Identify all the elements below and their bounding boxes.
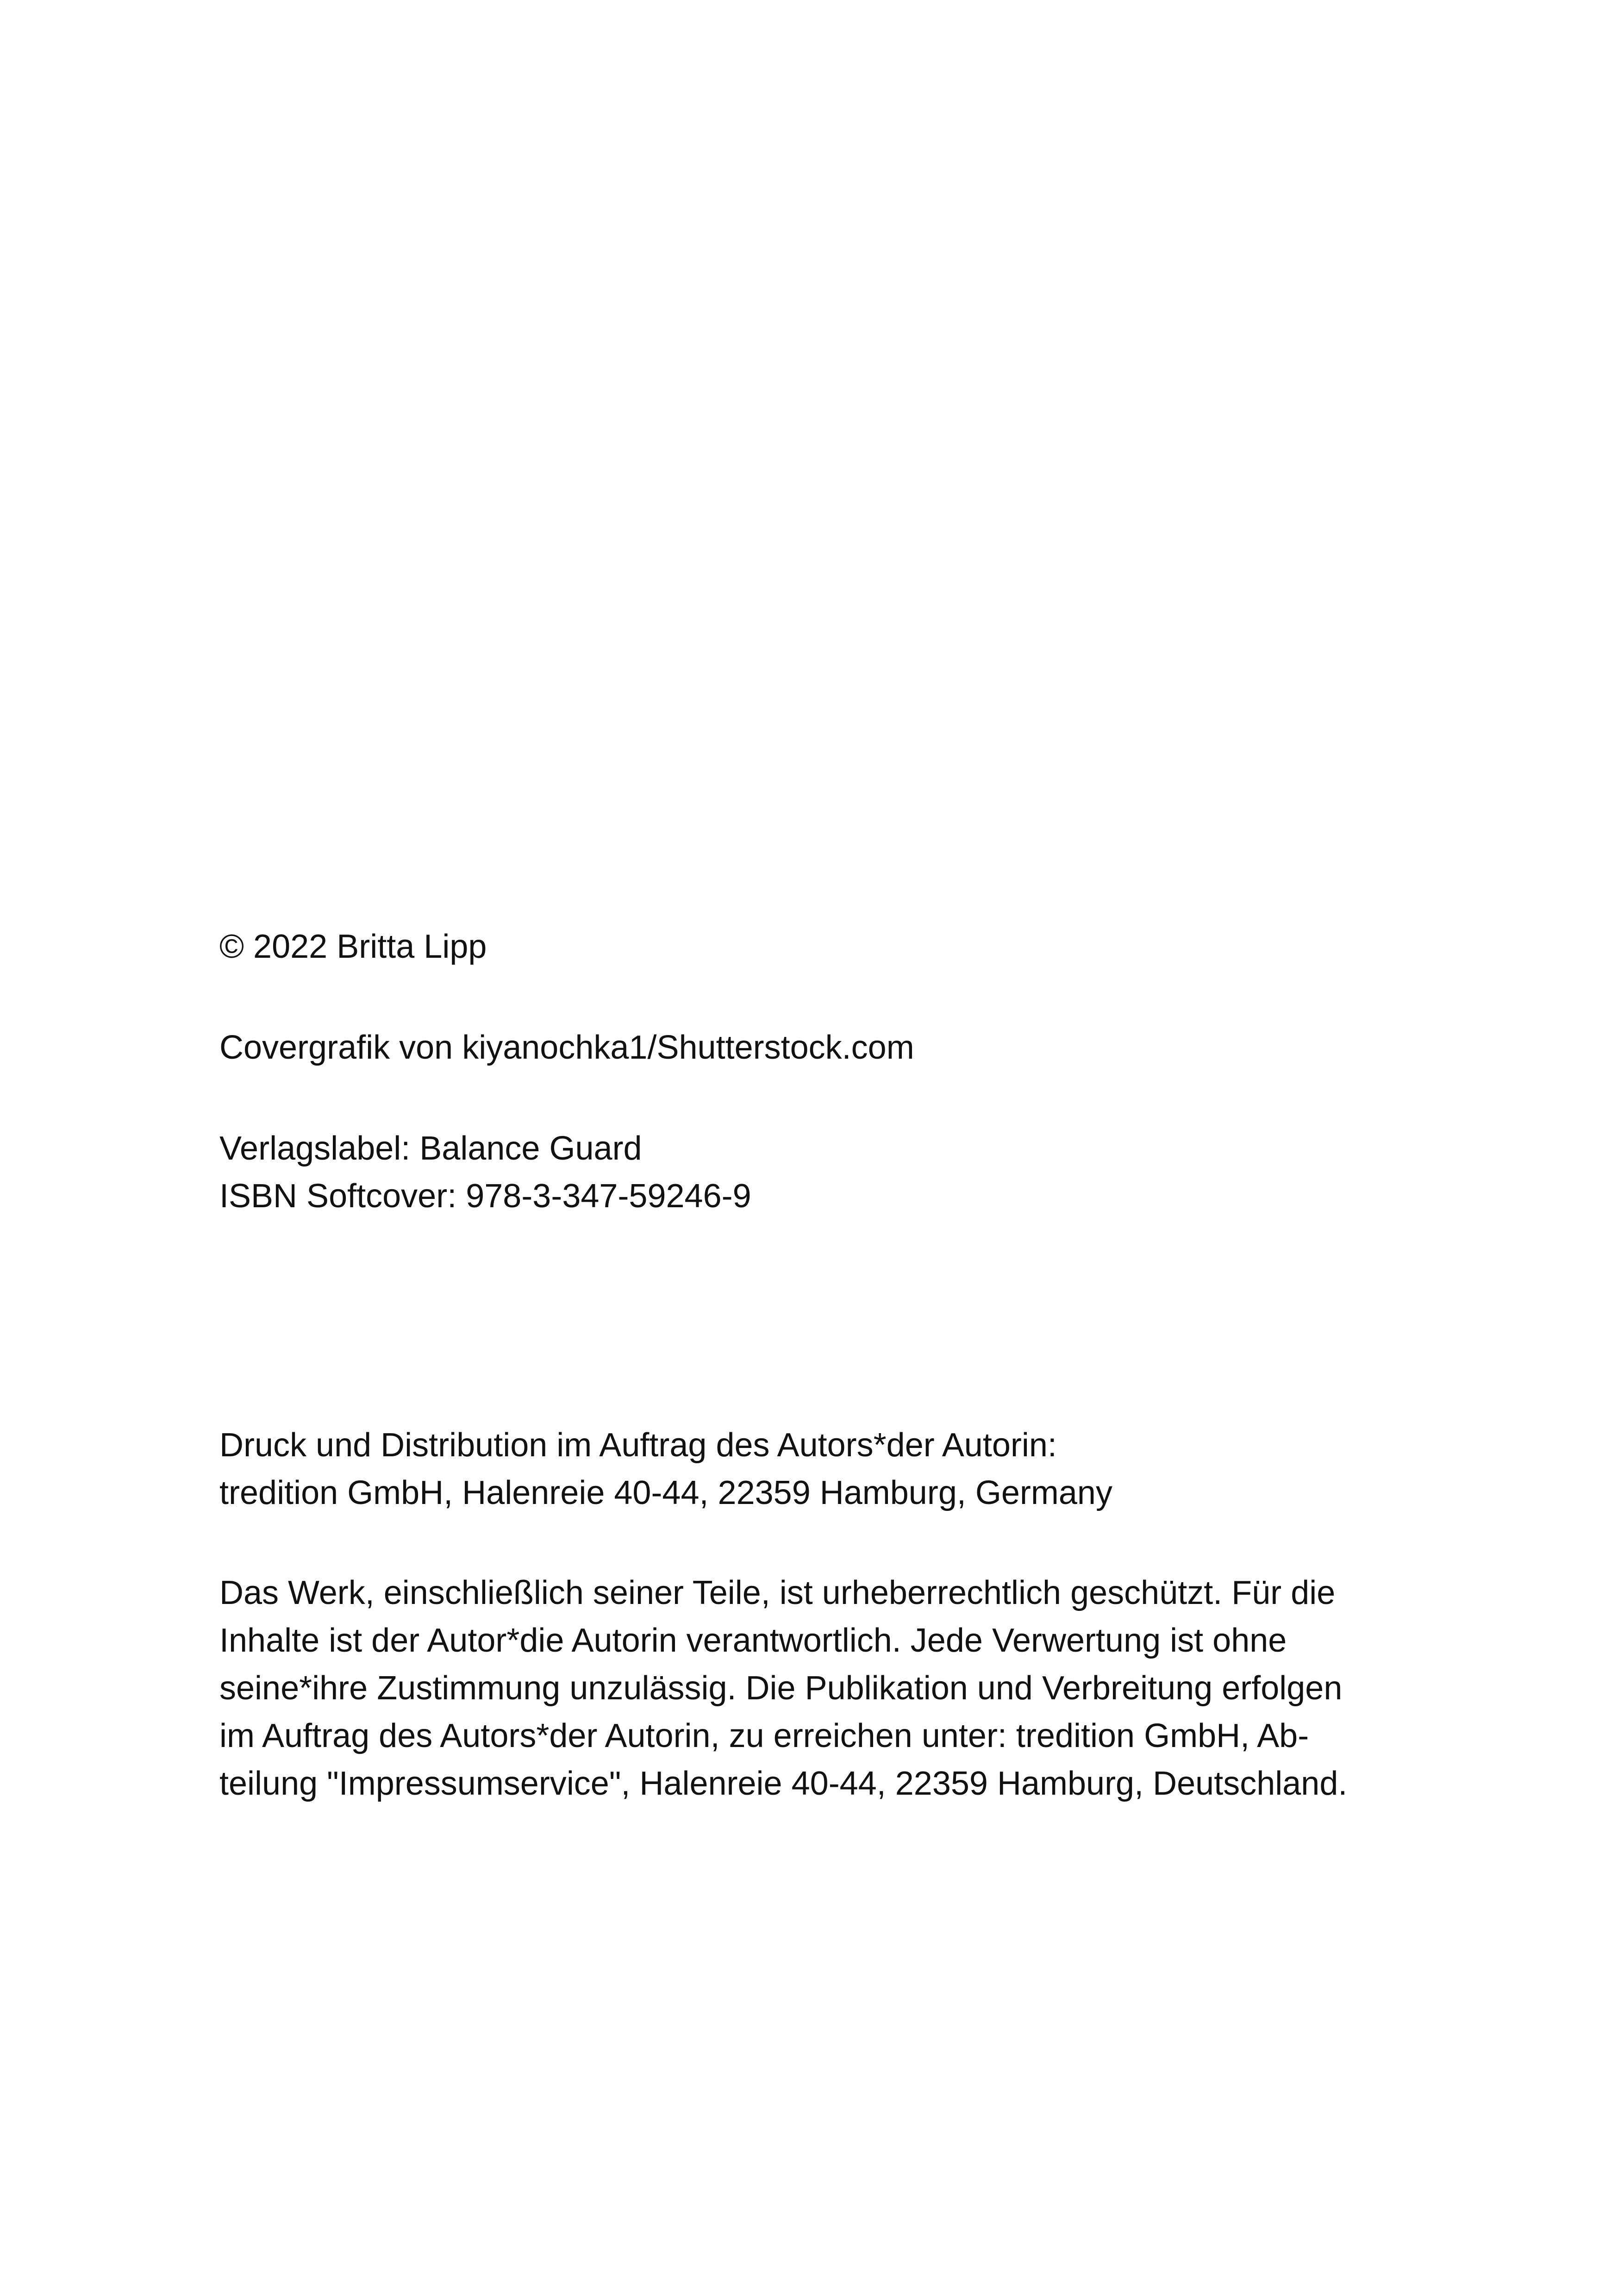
distribution-block (219, 1422, 1423, 1517)
legal-notice-line: im Auftrag des Autors*der Autorin, zu erreichen unter: tredition GmbH, Ab- (219, 1717, 1309, 1754)
legal-notice-line: seine*ihre Zustimmung unzulässig. Die Publikation und Verbreitung erfolgen (219, 1670, 1343, 1707)
legal-notice-block (219, 1569, 1423, 1808)
legal-notice-line: Das Werk, einschließlich seiner Teile, ist urheberrechtlich geschützt. Für die (219, 1574, 1336, 1611)
distribution-address: tredition GmbH, Halenreie 40-44, 22359 Hamburg, Germany (219, 1474, 1112, 1511)
copyright-notice: © 2022 Britta Lipp (219, 928, 487, 965)
cover-credit: Covergrafik von kiyanochka1/Shutterstock.com (219, 1029, 914, 1066)
legal-notice-line: teilung "Impressumservice", Halenreie 40-44, 22359 Hamburg, Deutschland. (219, 1765, 1348, 1802)
cover-credit-block (219, 1024, 1423, 1072)
copyright-block (219, 923, 1423, 971)
publisher-label: Verlagslabel: Balance Guard (219, 1130, 642, 1167)
isbn-line: ISBN Softcover: 978-3-347-59246-9 (219, 1178, 751, 1215)
publishing-info-block (219, 1125, 1423, 1220)
legal-notice-line: Inhalte ist der Autor*die Autorin verantwortlich. Jede Verwertung ist ohne (219, 1622, 1287, 1659)
distribution-line: Druck und Distribution im Auftrag des Autors*der Autorin: (219, 1427, 1057, 1464)
